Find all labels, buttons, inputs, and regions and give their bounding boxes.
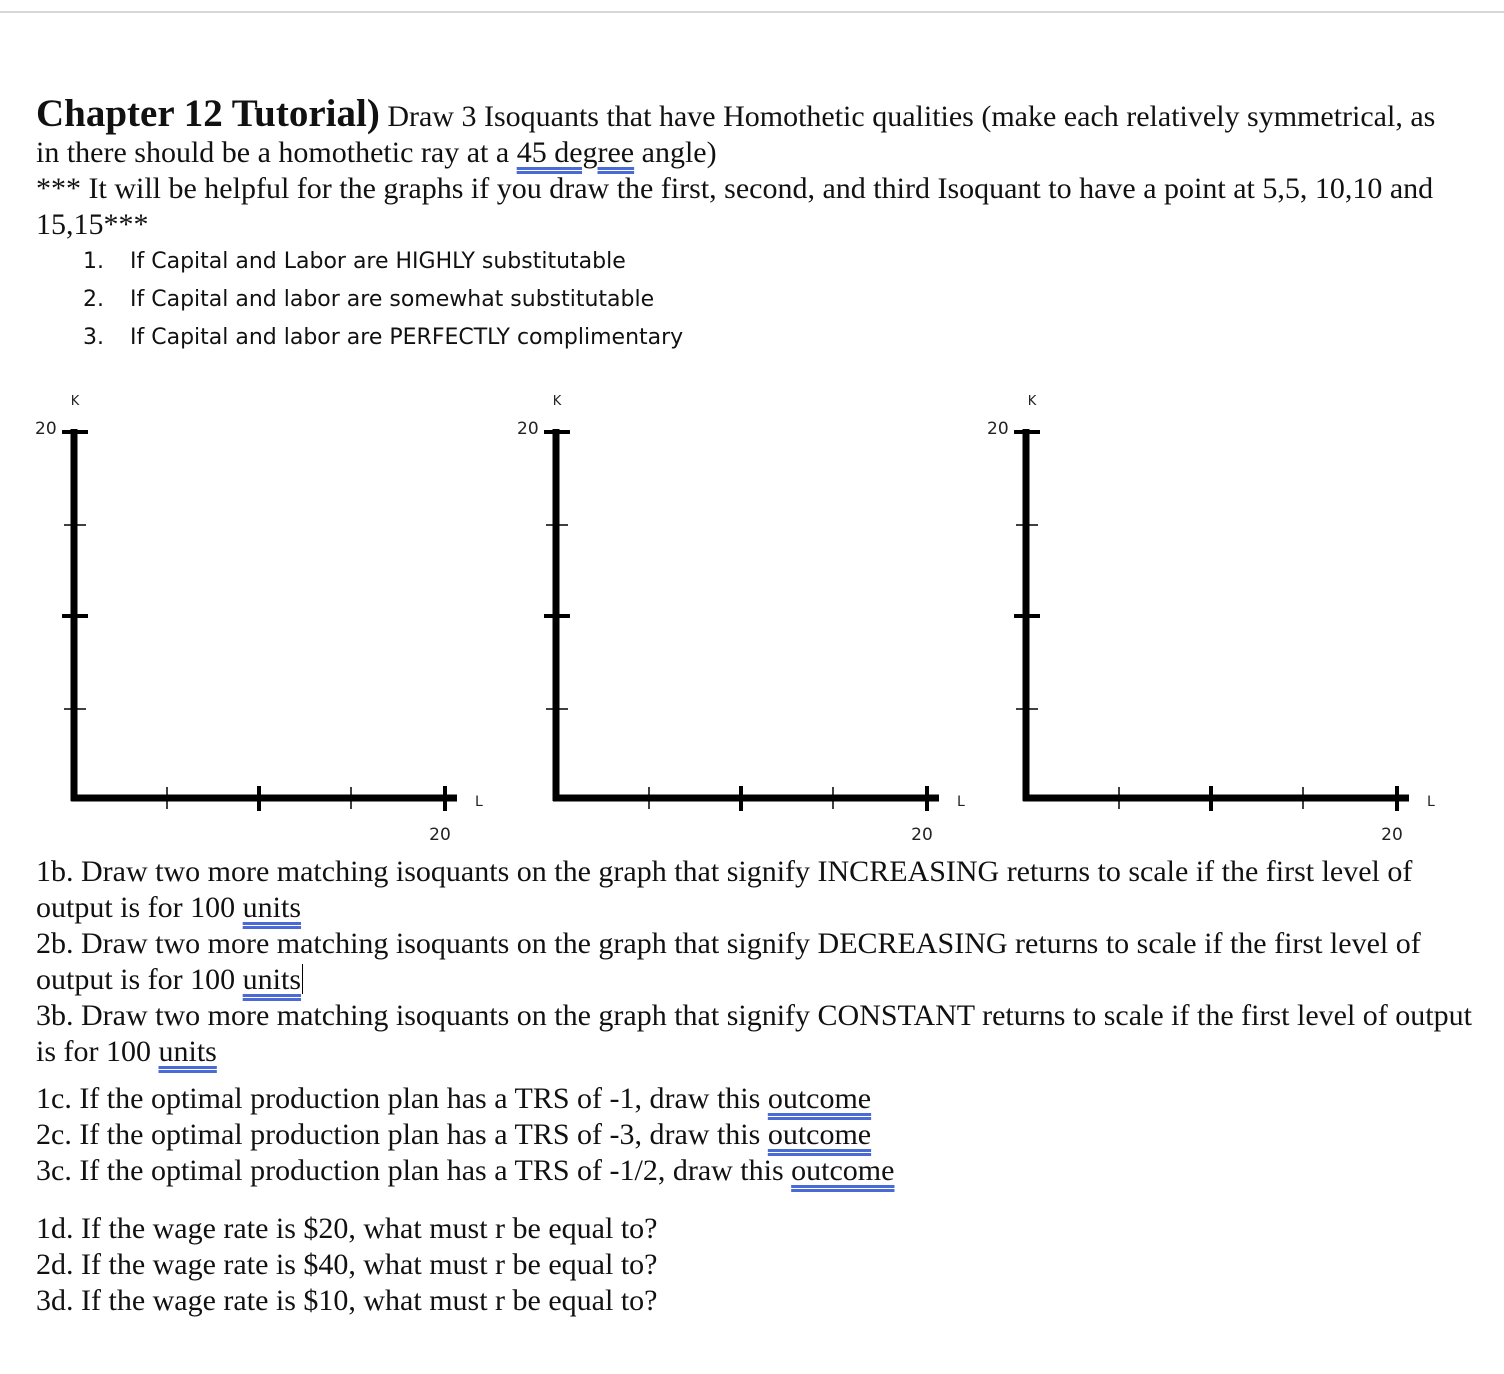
intro-text: Draw 3 Isoquants that have Homothetic qualities (make each relatively symmetrical, as in there should be a homothetic ray at a <box>36 100 1436 169</box>
spellcheck-word[interactable]: outcome <box>791 1154 895 1187</box>
question-text: 2b. Draw two more matching isoquants on the graph that signify DECREASING returns to scale if the first level of output is for 100 <box>36 927 1421 996</box>
question-text: 3c. If the optimal production plan has a TRS of -1/2, draw this <box>36 1154 792 1187</box>
spellcheck-word[interactable]: outcome <box>767 1118 872 1151</box>
spellcheck-word[interactable]: units <box>242 891 302 924</box>
x-max-label: 20 <box>911 825 933 845</box>
y-axis-label: K <box>1027 394 1037 409</box>
x-max-label: 20 <box>1381 825 1403 845</box>
document-body[interactable] <box>36 92 1466 357</box>
text-cursor <box>302 964 303 994</box>
x-axis-label: L <box>1427 794 1435 810</box>
x-axis-label: L <box>957 794 965 810</box>
y-max-label: 20 <box>987 419 1009 439</box>
graphs-svg <box>0 385 1504 855</box>
spellcheck-word[interactable]: outcome <box>767 1082 872 1115</box>
list-item <box>36 319 1466 357</box>
list-text: If Capital and Labor are HIGHLY substitutable <box>130 249 626 274</box>
question-list <box>36 243 1466 357</box>
intro-spellcheck-word[interactable]: 45 degree <box>516 136 635 169</box>
graph-1 <box>35 394 483 845</box>
question-2d: 2d. If the wage rate is $40, what must r be equal to? <box>36 1248 658 1281</box>
y-max-label: 20 <box>35 419 57 439</box>
y-max-label: 20 <box>517 419 539 439</box>
question-1b <box>36 854 1476 926</box>
intro-text-end: angle) <box>634 136 717 169</box>
hint-paragraph: *** It will be helpful for the graphs if you draw the first, second, and third Isoquant to have a point at 5,5, 10,10 and 15,15*** <box>36 172 1434 241</box>
spacer <box>36 1070 1476 1081</box>
x-max-label: 20 <box>429 825 451 845</box>
list-number: 1. <box>83 249 104 274</box>
x-axis-label: L <box>475 794 483 810</box>
question-3c <box>36 1153 1476 1189</box>
top-divider <box>0 11 1504 13</box>
y-axis-label: K <box>552 394 562 409</box>
question-text: 1b. Draw two more matching isoquants on the graph that signify INCREASING returns to scale if the first level of output is for 100 <box>36 855 1413 924</box>
list-number: 3. <box>83 325 104 350</box>
list-number: 2. <box>83 287 104 312</box>
graph-area <box>0 385 1504 855</box>
question-2b <box>36 926 1476 998</box>
questions-body[interactable] <box>36 854 1476 1319</box>
spacer <box>36 1189 1476 1211</box>
question-3b <box>36 998 1476 1070</box>
question-text: 1c. If the optimal production plan has a TRS of -1, draw this <box>36 1082 768 1115</box>
spellcheck-word[interactable]: units <box>158 1035 217 1068</box>
question-text: 3b. Draw two more matching isoquants on the graph that signify CONSTANT returns to scale if the first level of output is for 100 <box>36 999 1472 1068</box>
list-text: If Capital and labor are somewhat substitutable <box>130 287 655 312</box>
question-1c <box>36 1081 1476 1117</box>
question-2c <box>36 1117 1476 1153</box>
list-item <box>36 281 1466 319</box>
graph-3 <box>987 394 1435 845</box>
question-1d: 1d. If the wage rate is $20, what must r be equal to? <box>36 1212 658 1245</box>
question-3d: 3d. If the wage rate is $10, what must r be equal to? <box>36 1284 658 1317</box>
intro-paragraph <box>36 92 1466 171</box>
y-axis-label: K <box>70 394 80 409</box>
list-text: If Capital and labor are PERFECTLY complimentary <box>130 325 684 350</box>
graph-2 <box>517 394 965 845</box>
chapter-title: Chapter 12 Tutorial) <box>36 92 380 135</box>
list-item <box>36 243 1466 281</box>
spellcheck-word[interactable]: units <box>242 963 302 996</box>
question-text: 2c. If the optimal production plan has a TRS of -3, draw this <box>36 1118 768 1151</box>
